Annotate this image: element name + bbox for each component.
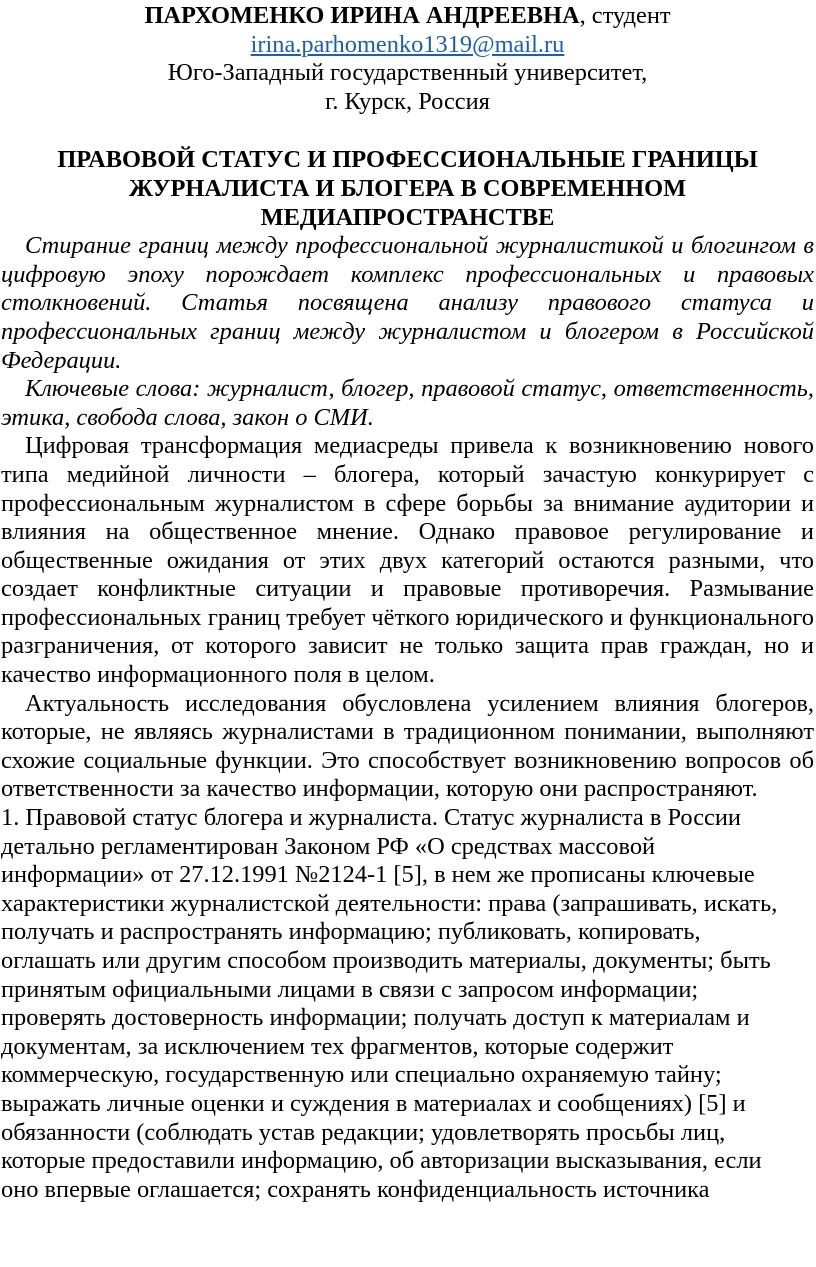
city: г. Курск, Россия [325, 87, 490, 115]
text-line: 1. Правовой статус блогера и журналиста. Статус журналиста в России [1, 804, 741, 832]
text-line: выражать личные оценки и суждения в материалах и сообщениях) [5] и [1, 1089, 746, 1117]
text-line: обязанности (соблюдать устав редакции; удовлетворять просьбы лиц, [1, 1118, 726, 1146]
body-paragraph-1: Цифровая трансформация медиасреды привела к возникновению нового типа медийной личности – блогера, который зачастую конкурирует с профессиональным журналистом в сфере борьбы за внимание аудитории и влияния на общественное мнение. Однако правовое регулирование и общественные ожидания от этих двух категорий остаются разными, что создает конфликтные ситуации и правовые противоречия. Размывание профессиональных границ требует чёткого юридического и функционального разграничения, от которого зависит не только защита прав граждан, но и качество информационного поля в целом. [1, 432, 814, 689]
email-line [1, 31, 814, 60]
text-line: коммерческую, государственную или специально охраняемую тайну; [1, 1061, 722, 1089]
author-name: ПАРХОМЕНКО ИРИНА АНДРЕЕВНА [144, 2, 580, 29]
text-line: проверять достоверность информации; получать доступ к материалам и [1, 1004, 750, 1032]
article-title [1, 146, 814, 232]
body-paragraph-2: Актуальность исследования обусловлена усилением влияния блогеров, которые, не являясь журналистами в традиционном понимании, выполняют схожие социальные функции. Это способствует возникновению вопросов об ответственности за качество информации, которую они распространяют. [1, 689, 814, 803]
text-line: документам, за исключением тех фрагментов, которые содержит [1, 1032, 674, 1060]
title-line-3: МЕДИАПРОСТРАНСТВЕ [260, 203, 555, 231]
university: Юго-Западный государственный университет, [167, 59, 648, 87]
document-page [0, 2, 816, 1267]
text-line: получать и распространять информацию; публиковать, копировать, [1, 918, 701, 946]
title-line-1: ПРАВОВОЙ СТАТУС И ПРОФЕССИОНАЛЬНЫЕ ГРАНИЦЫ [57, 146, 758, 174]
text-line: оглашать или другим способом производить материалы, документы; быть [1, 947, 771, 974]
abstract: Стирание границ между профессиональной журналистикой и блогингом в цифровую эпоху порождает комплекс профессиональных и правовых столкновений. Статья посвящена анализу правового статуса и профессиональных границ между журналистом и блогером в Российской Федерации. [1, 232, 814, 374]
text-line: принятым официальными лицами в связи с запросом информации; [1, 975, 699, 1003]
text-line: детально регламентирован Законом РФ «О средствах массовой [1, 832, 656, 860]
text-line: оно впервые оглашается; сохранять конфиденциальность источника [1, 1175, 710, 1203]
keywords: Ключевые слова: журналист, блогер, правовой статус, ответственность, этика, свобода слова, закон о СМИ. [1, 375, 814, 431]
text-line: которые предоставили информацию, об авторизации высказывания, если [1, 1147, 762, 1175]
body-paragraph-3 [1, 804, 814, 1204]
text-line: информации» от 27.12.1991 №2124-1 [5], в нем же прописаны ключевые [1, 861, 755, 889]
author-line [1, 2, 814, 31]
author-role: , студент [579, 2, 671, 29]
text-line: характеристики журналистской деятельности: права (запрашивать, искать, [1, 889, 778, 917]
title-line-2: ЖУРНАЛИСТА И БЛОГЕРА В СОВРЕМЕННОМ [128, 174, 687, 202]
author-email-link[interactable]: irina.parhomenko1319@mail.ru [250, 30, 565, 58]
